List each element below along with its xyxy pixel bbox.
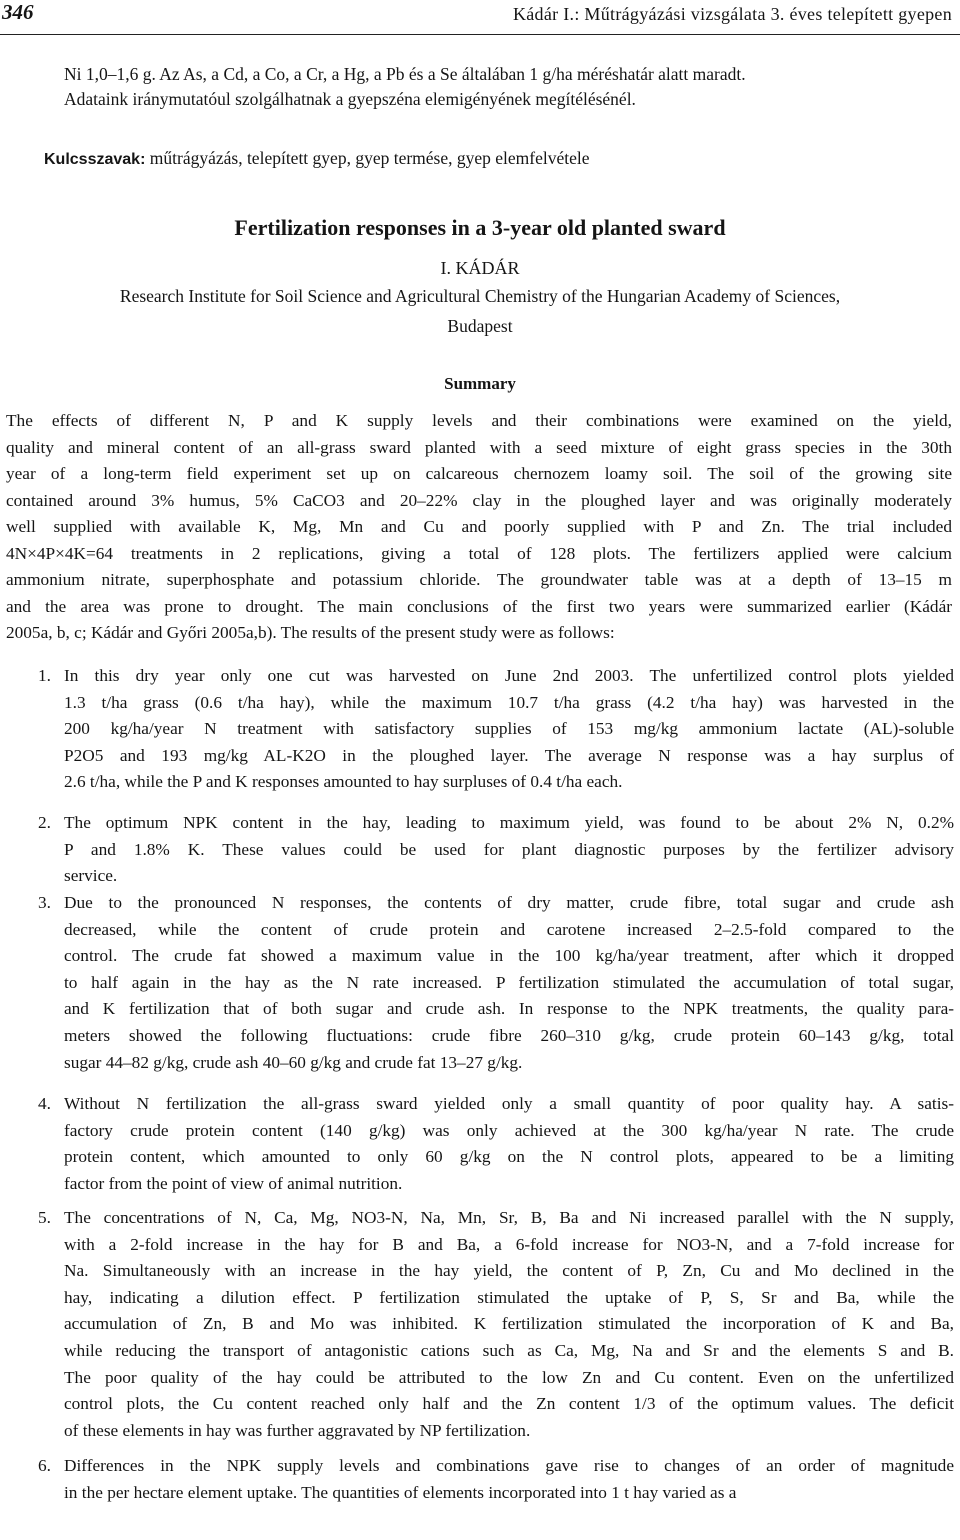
- abstract-line: and the area was prone to drought. The main conclusions of the first two years were summarized earlier (Kádár: [6, 596, 952, 616]
- list-item-line: Differences in the NPK supply levels and combinations gave rise to changes of an order of magnitude: [64, 1456, 954, 1475]
- list-item-line: The concentrations of N, Ca, Mg, NO3-N, Na, Mn, Sr, B, Ba and Ni increased parallel with the N supply,: [64, 1208, 954, 1227]
- list-item-line: protein content, which amounted to only 60 g/kg on the N control plots, appeared to be a limiting: [64, 1147, 954, 1167]
- summary-heading: Summary: [444, 374, 516, 393]
- keywords: [44, 148, 590, 169]
- abstract-line: The effects of different N, P and K supply levels and their combinations were examined on the yield,: [6, 411, 952, 430]
- list-item-line: Due to the pronounced N responses, the contents of dry matter, crude fibre, total sugar and crude ash: [64, 893, 954, 912]
- list-item-line: sugar 44–82 g/kg, crude ash 40–60 g/kg and crude fat 13–27 g/kg.: [64, 1052, 523, 1072]
- page-header: [0, 0, 960, 34]
- abstract-line: ammonium nitrate, superphosphate and potassium chloride. The groundwater table was at a depth of 13–15 m: [6, 570, 952, 589]
- header-rule: [0, 34, 960, 35]
- list-item-line: accumulation of Zn, B and Mo was inhibited. K fertilization stimulated the incorporation of K and Ba,: [64, 1314, 954, 1334]
- list-item-number: 6.: [38, 1456, 51, 1475]
- abstract-line: 2005a, b, c; Kádár and Győri 2005a,b). The results of the present study were as follows:: [6, 623, 615, 642]
- list-item-line: of these elements in hay was further aggravated by NP fertilization.: [64, 1420, 531, 1440]
- list-item-line: 200 kg/ha/year N treatment with satisfactory supplies of 153 mg/kg ammonium lactate (AL)-soluble: [64, 719, 954, 739]
- list-item-line: The poor quality of the hay could be attributed to the low Zn and Cu content. Even on the unfertilized: [64, 1367, 954, 1387]
- list-item-line: with a 2-fold increase in the hay for B and Ba, a 6-fold increase for NO3-N, and a 7-fold increase for: [64, 1234, 954, 1254]
- list-item-line: Na. Simultaneously with an increase in the hay yield, the content of P, Zn, Cu and Mo declined in the: [64, 1261, 954, 1281]
- list-item-line: factor from the point of view of animal nutrition.: [64, 1173, 403, 1193]
- list-item-line: decreased, while the content of crude protein and carotene increased 2–2.5-fold compared to the: [64, 919, 954, 939]
- list-item-line: control plots, the Cu content reached only half and the Zn content 1/3 of the optimum values. The deficit: [64, 1394, 954, 1414]
- abstract-line: quality and mineral content of an all-grass sward planted with a seed mixture of eight grass species in the 30th: [6, 437, 952, 457]
- abstract-line: well supplied with available K, Mg, Mn and Cu and poorly supplied with P and Zn. The trial included: [6, 517, 952, 536]
- list-item-line: and K fertilization that of both sugar and crude ash. In response to the NPK treatments, the quality para-: [64, 999, 954, 1019]
- list-item-line: P and 1.8% K. These values could be used for plant diagnostic purposes by the fertilizer advisory: [64, 839, 954, 859]
- list-item-number: 2.: [38, 813, 51, 832]
- list-item-number: 5.: [38, 1208, 51, 1227]
- list-item-line: hay, indicating a dilution effect. P fertilization stimulated the uptake of P, S, Sr and Ba, while the: [64, 1287, 954, 1307]
- list-item-line: control. The crude fat showed a maximum value in the 100 kg/ha/year treatment, after which it dropped: [64, 946, 954, 966]
- keywords-text: műtrágyázás, telepített gyep, gyep termése, gyep elemfelvétele: [145, 148, 590, 168]
- list-item-line: The optimum NPK content in the hay, leading to maximum yield, was found to be about 2% N, 0.2%: [64, 813, 954, 832]
- affiliation-line: Budapest: [447, 316, 513, 336]
- keywords-label: Kulcsszavak:: [44, 151, 146, 168]
- list-item-line: Without N fertilization the all-grass sward yielded only a small quantity of poor quality hay. A satis-: [64, 1094, 954, 1113]
- list-item-line: In this dry year only one cut was harvested on June 2nd 2003. The unfertilized control plots yielded: [64, 666, 954, 685]
- list-item-number: 4.: [38, 1094, 51, 1113]
- list-item-line: factory crude protein content (140 g/kg) was only achieved at the 300 kg/ha/year N rate. The crude: [64, 1120, 954, 1140]
- list-item-number: 1.: [38, 666, 51, 685]
- list-item-number: 3.: [38, 893, 51, 912]
- intro-line: Adataink iránymutatóul szolgálhatnak a gyepszéna elemigényének megítélésénél.: [64, 89, 636, 109]
- list-item-line: meters showed the following fluctuations: crude fibre 260–310 g/kg, crude protein 60–143 g/kg, total: [64, 1026, 954, 1045]
- list-item-line: service.: [64, 866, 118, 886]
- list-item-line: in the per hectare element uptake. The quantities of elements incorporated into 1 t hay varied as a: [64, 1482, 737, 1502]
- list-item-line: 2.6 t/ha, while the P and K responses amounted to hay surpluses of 0.4 t/ha each.: [64, 772, 623, 792]
- list-item-line: 1.3 t/ha grass (0.6 t/ha hay), while the maximum 10.7 t/ha grass (4.2 t/ha hay) was harvested in the: [64, 692, 954, 712]
- article-title: Fertilization responses in a 3-year old planted sward: [234, 215, 726, 240]
- running-head: Kádár I.: Műtrágyázási vizsgálata 3. éves telepített gyepen: [512, 4, 952, 24]
- abstract-line: 4N×4P×4K=64 treatments in 2 replications, giving a total of 128 plots. The fertilizers applied were calcium: [6, 543, 952, 563]
- author: I. KÁDÁR: [440, 258, 520, 278]
- intro-line: Ni 1,0–1,6 g. Az As, a Cd, a Co, a Cr, a Hg, a Pb és a Se általában 1 g/ha méréshatár alatt maradt.: [64, 64, 746, 84]
- abstract-line: year of a long-term field experiment set up on calcareous chernozem loamy soil. The soil of the growing site: [6, 464, 952, 483]
- list-item-line: P2O5 and 193 mg/kg AL-K2O in the ploughed layer. The average N response was a hay surplus of: [64, 745, 954, 765]
- affiliation-line: Research Institute for Soil Science and Agricultural Chemistry of the Hungarian Academy of Sciences,: [119, 286, 841, 306]
- page-number: 346: [2, 0, 34, 24]
- abstract-line: contained around 3% humus, 5% CaCO3 and 20–22% clay in the ploughed layer and was originally moderately: [6, 490, 952, 510]
- list-item-line: while reducing the transport of antagonistic cations such as Ca, Mg, Na and Sr and the elements S and B.: [64, 1341, 954, 1360]
- list-item-line: to half again in the hay as the N rate increased. P fertilization stimulated the accumulation of total sugar,: [64, 972, 954, 992]
